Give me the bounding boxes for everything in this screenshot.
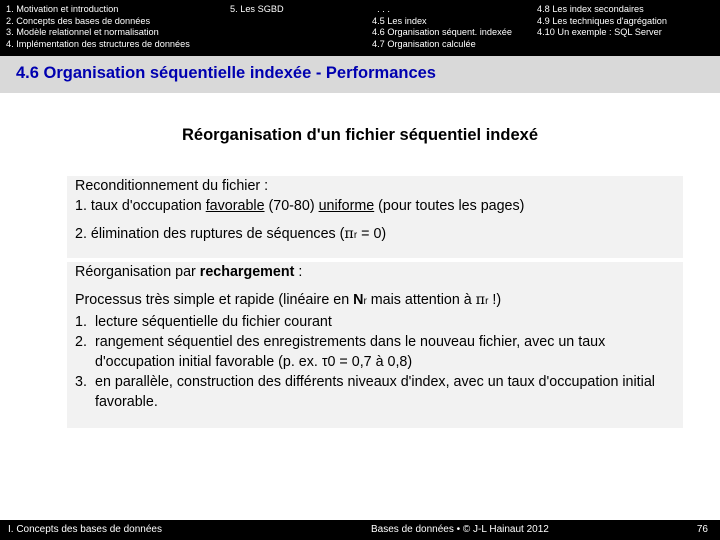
footer-chapter	[0, 520, 366, 540]
text: = 0)	[357, 226, 387, 242]
text: Reconditionnement du fichier :	[75, 178, 269, 194]
slide-title-bar	[0, 56, 720, 93]
list-text: lecture séquentielle du fichier courant	[95, 314, 332, 330]
list-text: rangement séquentiel des enregistrements dans le nouveau fichier, avec un taux d'occupation initial favorable (p. ex. τ0 = 0,7 à 0,8)	[95, 334, 606, 370]
list-item	[75, 372, 675, 412]
box-line	[75, 290, 675, 312]
box-line	[75, 224, 675, 246]
subscript-r: r	[353, 230, 358, 241]
nav-column-chapters-2	[230, 4, 284, 16]
slide-subtitle: Réorganisation d'un fichier séquentiel indexé	[182, 126, 538, 144]
pi-symbol: π	[475, 292, 486, 308]
list-number: 2.	[75, 334, 87, 350]
footer-course-label: Bases de données • © J-L Hainaut 2012	[371, 524, 549, 535]
nav-item[interactable]: 2. Concepts des bases de données	[6, 15, 151, 26]
list-item	[75, 332, 675, 372]
nav-item[interactable]: 4. Implémentation des structures de données	[6, 38, 190, 49]
bold-text: rechargement	[199, 264, 295, 280]
steps-list	[75, 312, 675, 412]
slide-title: 4.6 Organisation séquentielle indexée - Performances	[16, 64, 436, 82]
nav-item[interactable]: 5. Les SGBD	[230, 4, 284, 14]
nav-item[interactable]: 1. Motivation et introduction	[6, 4, 119, 14]
nav-item-ellipsis: . . .	[372, 4, 390, 14]
pi-symbol: π	[344, 226, 354, 242]
underlined-text: favorable	[205, 198, 265, 214]
underlined-text: uniforme	[318, 198, 375, 214]
nav-item[interactable]: 4.8 Les index secondaires	[537, 4, 644, 14]
text: Processus très simple et rapide (linéaire en	[75, 292, 354, 308]
list-item	[75, 312, 675, 332]
nav-item[interactable]: 4.6 Organisation séquent. indexée	[372, 27, 512, 37]
text: (pour toutes les pages)	[374, 198, 525, 214]
nav-item[interactable]: 3. Modèle relationnel et normalisation	[6, 27, 159, 37]
footer-course	[366, 520, 720, 540]
nav-column-sections	[372, 4, 512, 50]
nav-column-sections-2	[537, 4, 667, 39]
bold-N: N	[353, 292, 364, 308]
list-number: 1.	[75, 314, 87, 330]
box-line	[75, 262, 675, 282]
nav-item[interactable]: 4.7 Organisation calculée	[372, 38, 476, 49]
nav-column-chapters	[6, 4, 190, 50]
text: 2. élimination des ruptures de séquences (	[75, 226, 345, 242]
text: Réorganisation par	[75, 264, 200, 280]
list-text: en parallèle, construction des différents niveaux d'index, avec un taux d'occupation initial favorable.	[95, 374, 655, 410]
text: (70-80)	[264, 198, 319, 214]
text: !)	[488, 292, 502, 308]
reloading-box	[67, 262, 683, 428]
page-number: 76	[696, 524, 708, 535]
nav-item[interactable]: 4.5 Les index	[372, 15, 427, 26]
subscript-r: r	[485, 296, 489, 307]
reconditioning-box	[67, 176, 683, 258]
text: mais attention à	[366, 292, 476, 308]
box-line	[75, 196, 675, 216]
footer-chapter-label: I. Concepts des bases de données	[8, 524, 162, 535]
text: :	[294, 264, 303, 280]
text: 1. taux d'occupation	[75, 198, 206, 214]
navigation-header	[0, 0, 720, 56]
list-number: 3.	[75, 374, 87, 390]
box-line	[75, 176, 675, 196]
nav-item[interactable]: 4.9 Les techniques d'agrégation	[537, 15, 667, 26]
nav-item[interactable]: 4.10 Un exemple : SQL Server	[537, 27, 662, 37]
subscript-r: r	[363, 296, 367, 307]
